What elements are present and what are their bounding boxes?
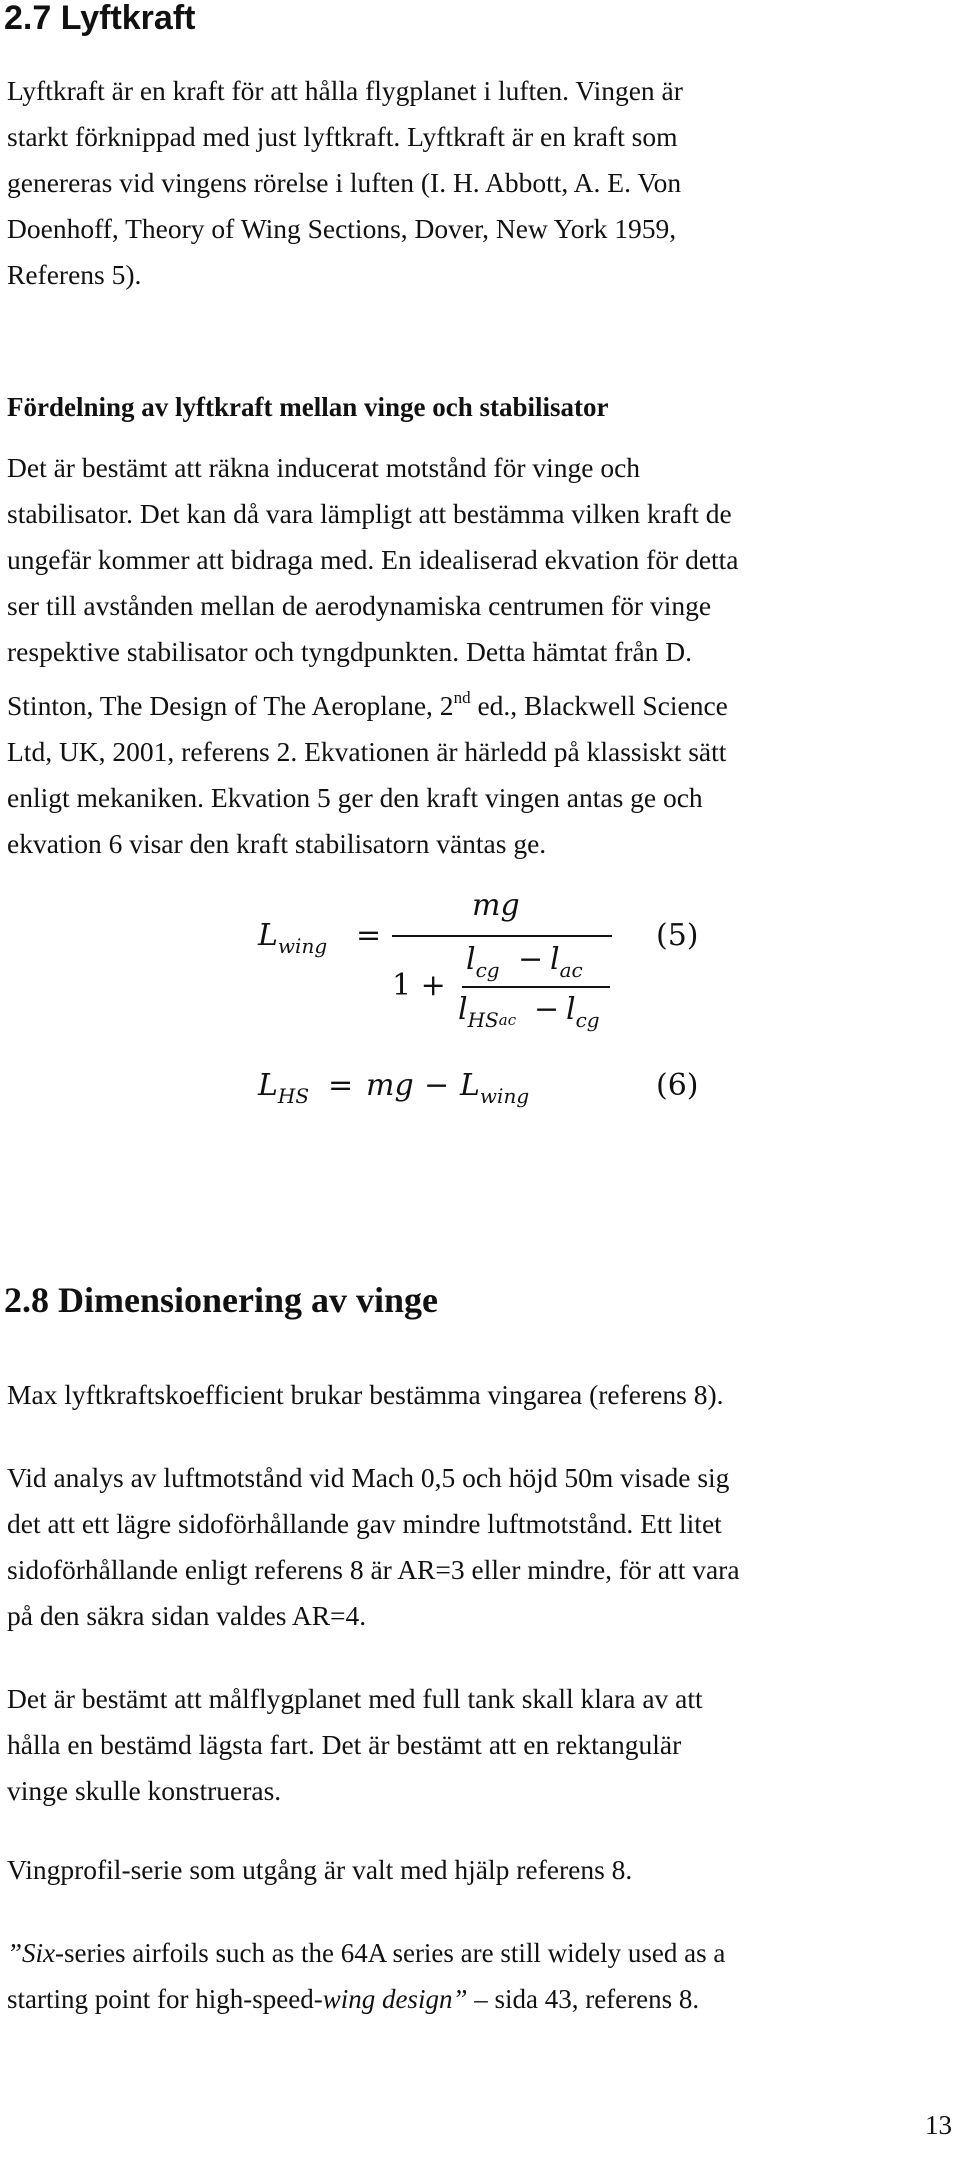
eq6-equals: = (328, 1068, 354, 1103)
text-line: det att ett lägre sidoförhållande gav mindre luftmotstånd. Ett litet (7, 1508, 722, 1539)
eq5-symbol-l: l (550, 942, 560, 977)
quote-paragraph (7, 1930, 957, 2022)
text-line: hålla en bestämd lägsta fart. Det är bestämt att en rektangulär (7, 1729, 682, 1760)
luftmotstand-paragraph (7, 1455, 957, 1639)
text-line: stabilisator. Det kan då vara lämpligt att bestämma vilken kraft de (7, 498, 732, 529)
eq6-minus: − (424, 1068, 450, 1103)
text-line: Doenhoff, Theory of Wing Sections, Dover, New York 1959, (7, 213, 677, 244)
text-line: ekvation 6 visar den kraft stabilisatorn väntas ge. (7, 828, 547, 859)
eq5-sub-cg: cg (475, 958, 500, 982)
eq5-one-plus: 1 + (392, 968, 446, 1003)
eq5-sub-ac: ac (559, 958, 583, 982)
quote-line2-italic: wing design” (322, 1984, 468, 2014)
eq5-minus-bottom: − (534, 992, 560, 1027)
quote-line2-pre: starting point for high-speed- (7, 1984, 323, 2014)
text-line: Lyftkraft är en kraft för att hålla flygplanet i luften. Vingen är (7, 75, 683, 106)
eq5-sub-wing: wing (277, 934, 328, 958)
text-line: Max lyftkraftskoefficient brukar bestämma vingarea (referens 8). (7, 1379, 724, 1410)
eq6-symbol-L: L (258, 1068, 278, 1103)
eq5-l-cg (466, 942, 500, 982)
text-line (7, 1984, 699, 2014)
eq6-symbol-L: L (460, 1068, 480, 1103)
eq5-symbol-L: L (258, 918, 278, 953)
text-line: genereras vid vingens rörelse i luften (I. H. Abbott, A. E. Von (7, 167, 682, 198)
quote-line1-rest: -series airfoils such as the 64A series are still widely used as a (55, 1938, 726, 1968)
eq5-l-hs-ac (458, 992, 516, 1032)
text-line: Referens 5). (7, 259, 142, 290)
eq5-symbol-l: l (566, 992, 576, 1027)
eq6-mg: mg (366, 1068, 414, 1103)
quote-open-mark: ” (7, 1938, 23, 1968)
text-line: ser till avstånden mellan de aerodynamiska centrumen för vinge (7, 590, 712, 621)
eq5-main-fraction-bar (392, 935, 612, 937)
eq5-sub-HS: HS (467, 1008, 499, 1032)
eq6-sub-HS: HS (277, 1084, 310, 1108)
stinton-text: Stinton, The Design of The Aeroplane, 2 (7, 690, 454, 721)
eq5-l-cg-bottom (566, 992, 600, 1032)
eq5-inner-fraction-bar (462, 986, 610, 988)
text-line: Det är bestämt att målflygplanet med full tank skall klara av att (7, 1683, 703, 1714)
eq5-l-ac (550, 942, 583, 982)
eq5-symbol-l: l (458, 992, 468, 1027)
text-line: starkt förknippad med just lyftkraft. Lyftkraft är en kraft som (7, 121, 678, 152)
text-line: Vid analys av luftmotstånd vid Mach 0,5 och höjd 50m visade sig (7, 1462, 730, 1493)
section-heading-lyftkraft: 2.7 Lyftkraft (4, 0, 196, 37)
eq6-L-wing (460, 1068, 529, 1108)
eq5-number: (5) (656, 918, 699, 953)
max-lyftkraft-paragraph (7, 1372, 957, 1418)
eq6-number: (6) (656, 1068, 699, 1103)
text-line: ungefär kommer att bidraga med. En idealiserad ekvation för detta (7, 544, 739, 575)
text-line (7, 1938, 725, 1968)
eq6-sub-wing: wing (479, 1084, 530, 1108)
text-line (7, 690, 728, 721)
text-line: respektive stabilisator och tyngdpunkten. Detta hämtat från D. (7, 636, 693, 667)
text-line: på den säkra sidan valdes AR=4. (7, 1600, 367, 1631)
text-line: enligt mekaniken. Ekvation 5 ger den kraft vingen antas ge och (7, 782, 703, 813)
text-line: Ltd, UK, 2001, referens 2. Ekvationen är härledd på klassiskt sätt (7, 736, 727, 767)
text-line: Vingprofil-serie som utgång är valt med hjälp referens 8. (7, 1854, 633, 1885)
ordinal-superscript: nd (453, 688, 471, 707)
quote-line2-post: – sida 43, referens 8. (467, 1984, 700, 2014)
page-number: 13 (925, 2110, 952, 2140)
section-heading-dimensionering: 2.8 Dimensionering av vinge (4, 1280, 439, 1320)
malflygplan-paragraph (7, 1676, 957, 1814)
text-line: Det är bestämt att räkna inducerat motstånd för vinge och (7, 452, 641, 483)
eq6-lhs (258, 1068, 309, 1108)
eq5-sub-cg: cg (575, 1008, 600, 1032)
stinton-text-rest: ed., Blackwell Science (470, 690, 728, 721)
text-line: sidoförhållande enligt referens 8 är AR=3 eller mindre, för att vara (7, 1554, 740, 1585)
subsection-heading-fordelning: Fördelning av lyftkraft mellan vinge och stabilisator (7, 392, 609, 422)
eq5-minus-top: − (518, 942, 544, 977)
text-line: vinge skulle konstrueras. (7, 1775, 282, 1806)
eq5-symbol-l: l (466, 942, 476, 977)
eq5-lhs (258, 918, 327, 958)
eq5-equals: = (356, 918, 382, 953)
fordelning-paragraph (7, 445, 957, 867)
vingprofil-paragraph (7, 1847, 957, 1893)
eq5-subsub-ac: ac (498, 1011, 517, 1029)
eq5-numerator: mg (472, 888, 520, 923)
lyftkraft-paragraph (7, 68, 957, 298)
quote-six: Six (22, 1938, 56, 1968)
